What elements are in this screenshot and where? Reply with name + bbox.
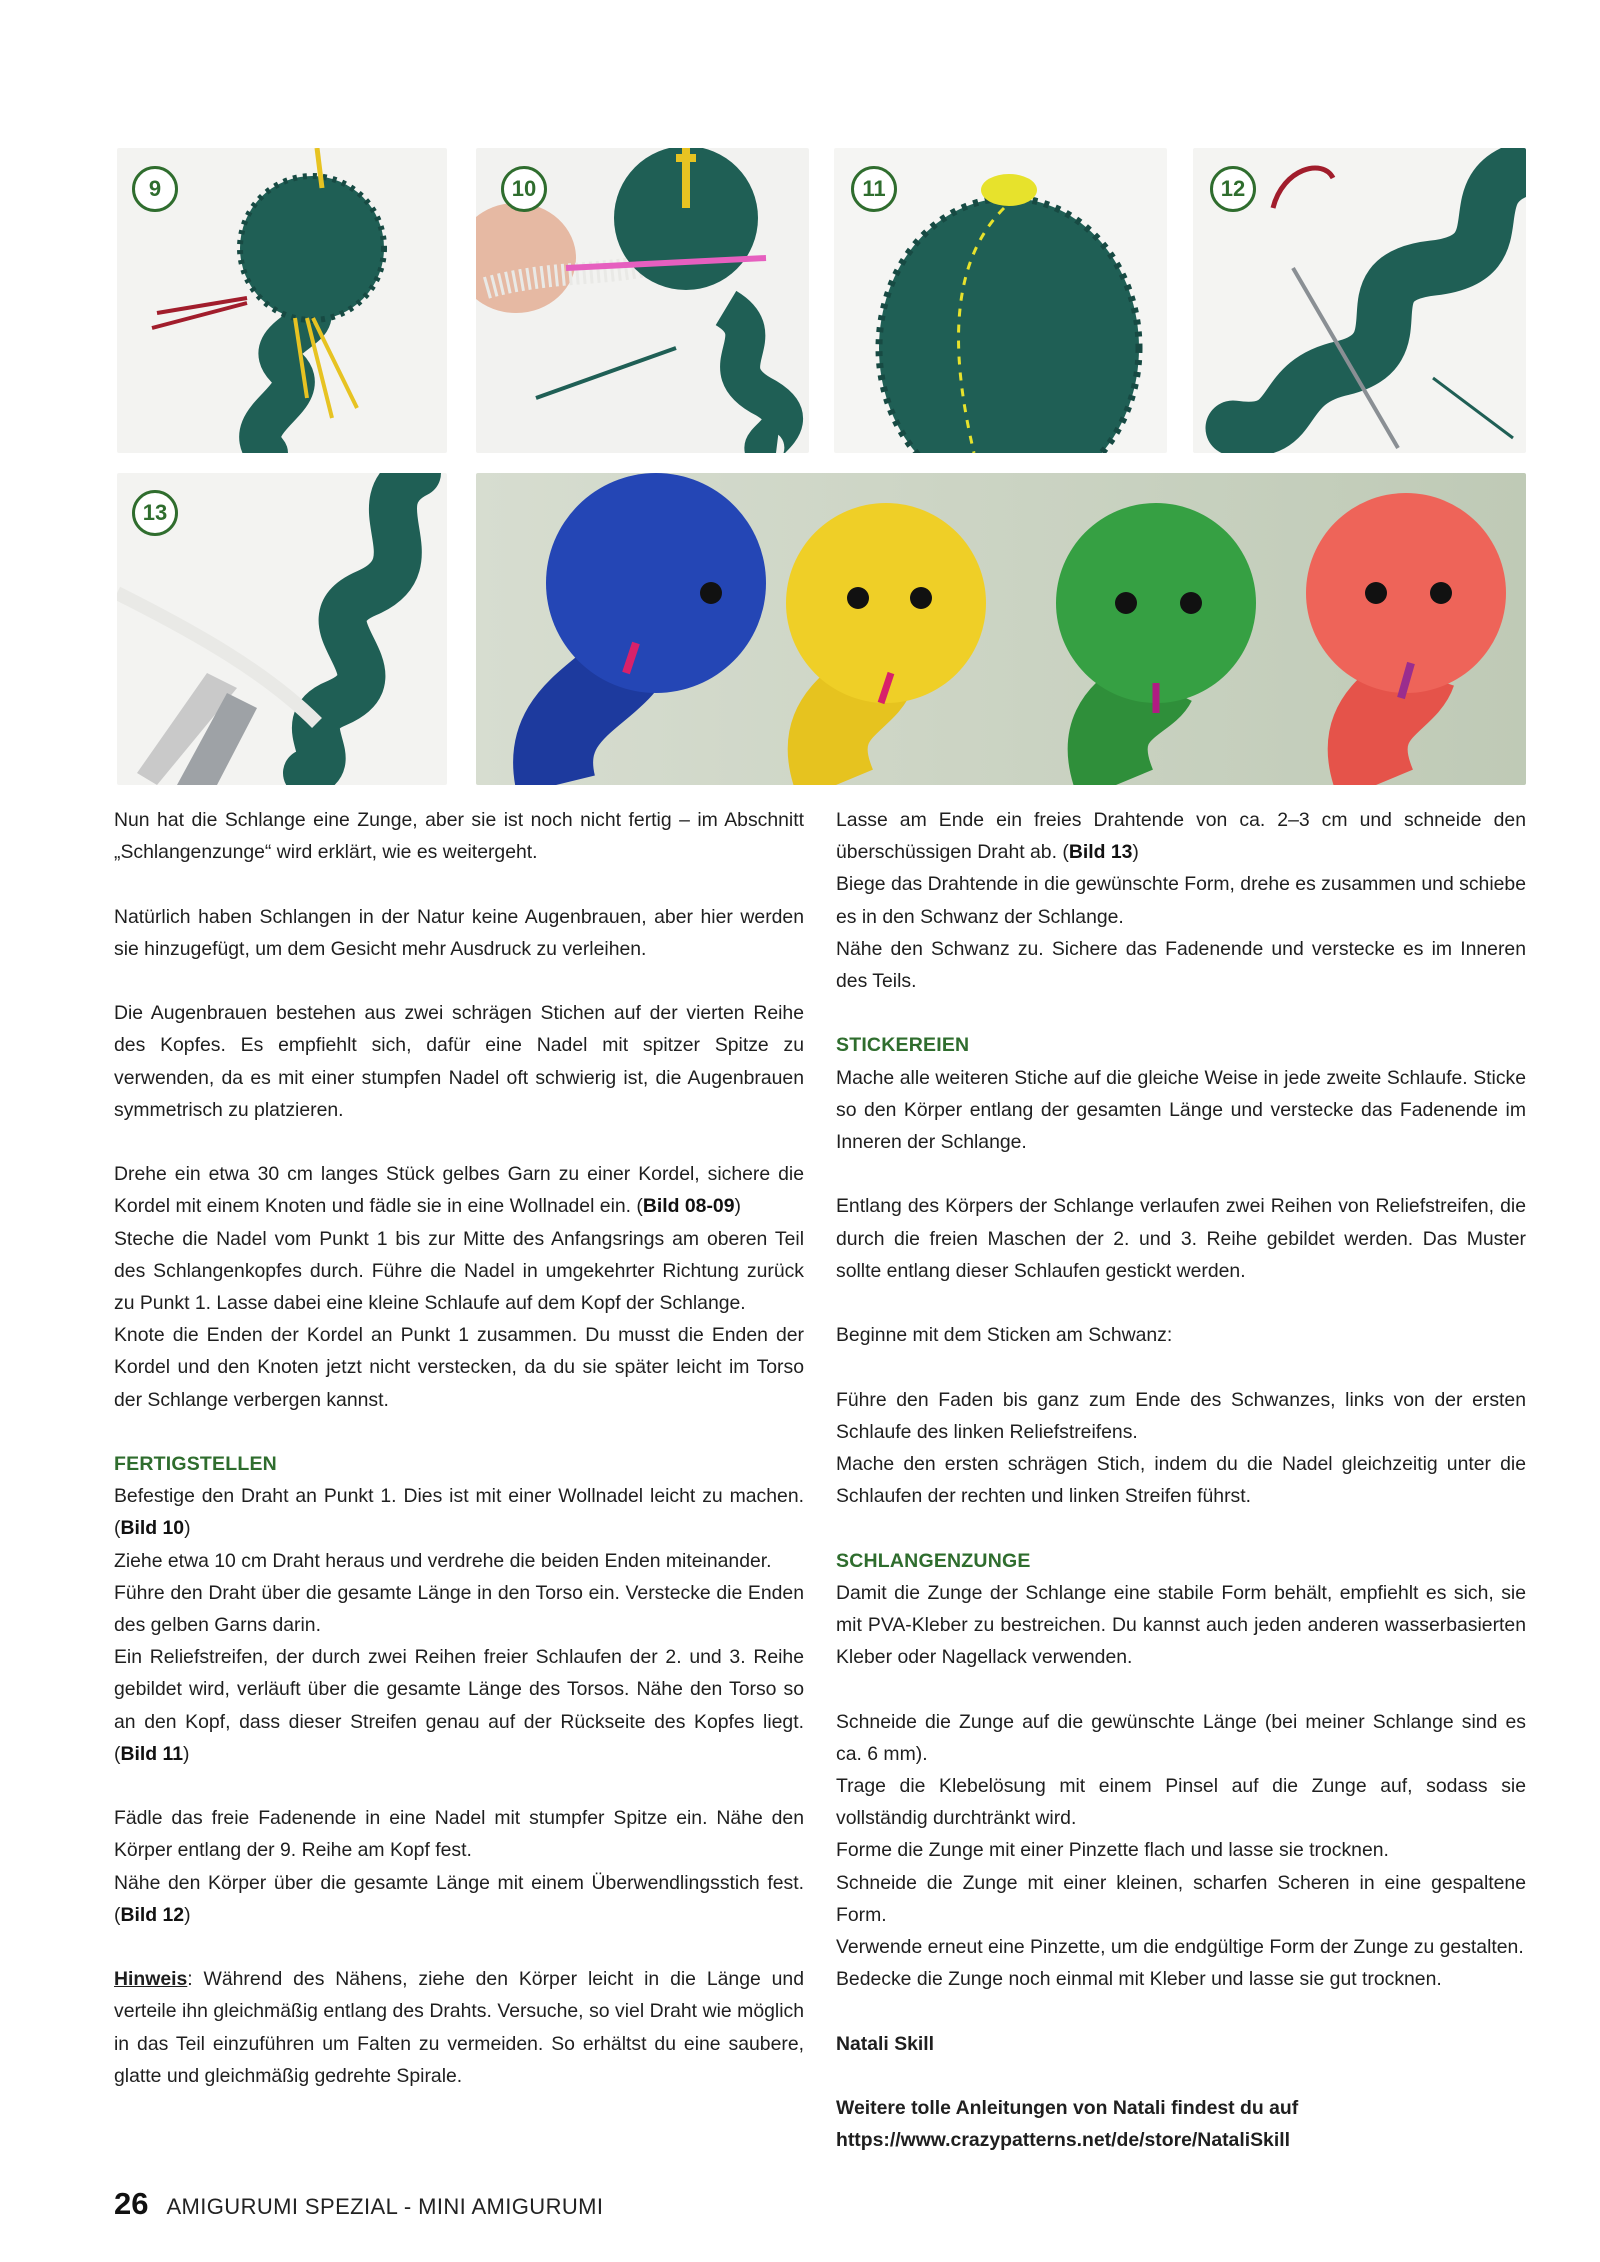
step-13-badge: 13 bbox=[132, 490, 178, 536]
page-number: 26 bbox=[114, 2186, 149, 2221]
hint-label: Hinweis bbox=[114, 1968, 188, 1991]
paragraph: Mache den ersten schrägen Stich, indem du die Nadel gleichzeitig unter die Schlaufen der rechten und linken Streifen führst. bbox=[836, 1453, 1526, 1508]
section-heading-finish: FERTIGSTELLEN bbox=[114, 1453, 277, 1475]
paragraph: Ein Reliefstreifen, der durch zwei Reihen freier Schlaufen der 2. und 3. Reihe gebildet wird, verläuft über die gesamte Länge des Torsos. Nähe den Torso so an den Kopf, dass dieser Streifen genau auf der Rückseite des Kopfes liegt. (Bild 11) bbox=[114, 1646, 804, 1765]
step-9-badge: 9 bbox=[132, 166, 178, 212]
left-text-column bbox=[114, 804, 804, 2092]
paragraph: Nähe den Schwanz zu. Sichere das Fadenende und verstecke es im Inneren des Teils. bbox=[836, 937, 1526, 993]
paragraph: Forme die Zunge mit einer Pinzette flach und lasse sie trocknen. bbox=[836, 1839, 1389, 1862]
paragraph: Drehe ein etwa 30 cm langes Stück gelbes Garn zu einer Kordel, sichere die Kordel mit einem Knoten und fädle sie in eine Wollnadel ein. (Bild 08-09) bbox=[114, 1163, 804, 1218]
step-12-badge: 12 bbox=[1210, 166, 1256, 212]
four-snakes-photo-icon bbox=[476, 473, 1526, 785]
paragraph: Knote die Enden der Kordel an Punkt 1 zusammen. Du musst die Enden der Kordel und den Knoten jetzt nicht verstecken, da du sie später leicht im Torso der Schlange verbergen kannst. bbox=[114, 1324, 804, 1411]
paragraph: Mache alle weiteren Stiche auf die gleiche Weise in jede zweite Schlaufe. Sticke so den Körper entlang der gesamten Länge und verstecke das Fadenende im Inneren der Schlange. bbox=[836, 1066, 1526, 1154]
hint-paragraph: Hinweis: Während des Nähens, ziehe den Körper leicht in die Länge und verteile ihn gleichmäßig entlang des Drahts. Versuche, so viel Draht wie möglich in das Teil einzuführen um Falten zu vermeiden. So erhältst du eine saubere, glatte und gleichmäßig gedrehte Spirale. bbox=[114, 1968, 804, 2087]
image-reference: Bild 11 bbox=[120, 1742, 183, 1765]
author-name: Natali Skill bbox=[836, 2032, 935, 2055]
finished-snakes-photo bbox=[476, 473, 1526, 785]
paragraph: Nähe den Körper über die gesamte Länge mit einem Überwendlingsstich fest. (Bild 12) bbox=[114, 1871, 804, 1926]
paragraph: Verwende erneut eine Pinzette, um die endgültige Form der Zunge zu gestalten. bbox=[836, 1936, 1524, 1959]
image-reference: Bild 13 bbox=[1068, 841, 1133, 864]
paragraph: Bedecke die Zunge noch einmal mit Kleber und lasse sie gut trocknen. bbox=[836, 1968, 1442, 1991]
paragraph: Die Augenbrauen bestehen aus zwei schrägen Stichen auf der vierten Reihe des Kopfes. Es empfiehlt sich, dafür eine Nadel mit spitzer Spitze zu verwenden, da es mit einer stumpfen Nadel oft schwierig ist, die Augenbrauen symmetrisch zu platzieren. bbox=[114, 1002, 804, 1121]
paragraph: Steche die Nadel vom Punkt 1 bis zur Mitte des Anfangsrings am oberen Teil des Schlangenkopfes durch. Führe die Nadel in umgekehrter Richtung zurück zu Punkt 1. Lasse dabei eine kleine Schlaufe auf dem Kopf der Schlange. bbox=[114, 1227, 804, 1314]
paragraph: Schneide die Zunge auf die gewünschte Länge (bei meiner Schlange sind es ca. 6 mm). bbox=[836, 1710, 1526, 1765]
section-heading-embroidery: STICKEREIEN bbox=[836, 1034, 970, 1057]
paragraph: Biege das Drahtende in die gewünschte Form, drehe es zusammen und schiebe es in den Schwanz der Schlange. bbox=[836, 873, 1526, 928]
paragraph: Nun hat die Schlange eine Zunge, aber sie ist noch nicht fertig – im Abschnitt „Schlangenzunge“ wird erklärt, wie es weitergeht. bbox=[114, 809, 804, 864]
paragraph: Schneide die Zunge mit einer kleinen, scharfen Scheren in eine gespaltene Form. bbox=[836, 1871, 1526, 1926]
paragraph: Führe den Faden bis ganz zum Ende des Schwanzes, links von der ersten Schlaufe des linken Reliefstreifens. bbox=[836, 1388, 1526, 1443]
more-patterns-text: Weitere tolle Anleitungen von Natali findest du auf bbox=[836, 2097, 1299, 2119]
paragraph: Lasse am Ende ein freies Drahtende von ca. 2–3 cm und schneide den überschüssigen Draht ab. (Bild 13) bbox=[836, 809, 1526, 864]
magazine-title: AMIGURUMI SPEZIAL - MINI AMIGURUMI bbox=[166, 2194, 604, 2219]
author-store-link[interactable]: https://www.crazypatterns.net/de/store/NataliSkill bbox=[836, 2129, 1290, 2152]
paragraph: Beginne mit dem Sticken am Schwanz: bbox=[836, 1324, 1173, 1347]
right-text-column bbox=[836, 804, 1526, 2156]
paragraph: Fädle das freie Fadenende in eine Nadel mit stumpfer Spitze ein. Nähe den Körper entlang der 9. Reihe am Kopf fest. bbox=[114, 1807, 804, 1862]
paragraph: Befestige den Draht an Punkt 1. Dies ist mit einer Wollnadel leicht zu machen. (Bild 10) bbox=[114, 1485, 804, 1540]
image-reference: Bild 12 bbox=[120, 1903, 185, 1926]
paragraph: Natürlich haben Schlangen in der Natur keine Augenbrauen, aber hier werden sie hinzugefügt, um dem Gesicht mehr Ausdruck zu verleihen. bbox=[114, 905, 804, 960]
page-footer bbox=[114, 2186, 603, 2226]
step-10-badge: 10 bbox=[501, 166, 547, 212]
paragraph: Damit die Zunge der Schlange eine stabile Form behält, empfiehlt es sich, sie mit PVA-Kleber zu bestreichen. Du kannst auch jeden anderen wasserbasierten Kleber oder Nagellack verwenden. bbox=[836, 1581, 1526, 1669]
image-reference: Bild 08-09 bbox=[642, 1195, 735, 1218]
paragraph: Führe den Draht über die gesamte Länge in den Torso ein. Verstecke die Enden des gelben Garns darin. bbox=[114, 1581, 804, 1637]
section-heading-tongue: SCHLANGENZUNGE bbox=[836, 1549, 1031, 1572]
paragraph: Entlang des Körpers der Schlange verlaufen zwei Reihen von Reliefstreifen, die durch die freien Maschen der 2. und 3. Reihe gebildet werden. Das Muster sollte entlang dieser Schlaufen gestickt werden. bbox=[836, 1195, 1526, 1282]
paragraph: Ziehe etwa 10 cm Draht heraus und verdrehe die beiden Enden miteinander. bbox=[114, 1549, 772, 1572]
step-11-badge: 11 bbox=[851, 166, 897, 212]
paragraph: Trage die Klebelösung mit einem Pinsel auf die Zunge auf, sodass sie vollständig durchtränkt wird. bbox=[836, 1775, 1526, 1830]
image-reference: Bild 10 bbox=[120, 1517, 185, 1540]
